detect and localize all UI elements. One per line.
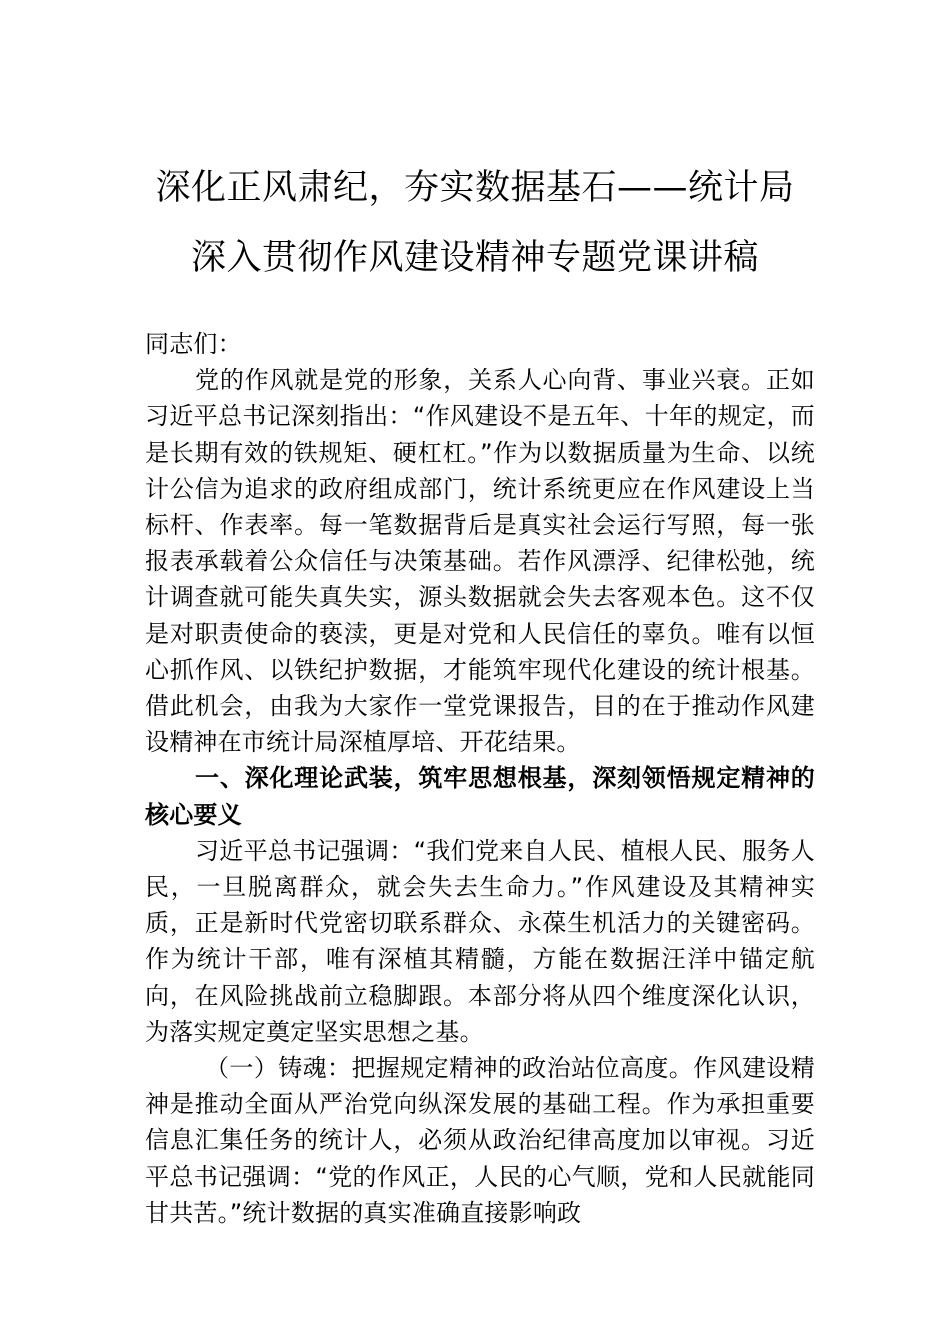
document-title-line-2: 深入贯彻作风建设精神专题党课讲稿 bbox=[190, 238, 759, 278]
document-title-line-1: 深化正风肃纪，夯实数据基石——统计局 bbox=[155, 168, 795, 208]
paragraph-subsection-1: （一）铸魂：把握规定精神的政治站位高度。作风建设精神是推动全面从严治党向纵深发展的基础工程。作为承担重要信息汇集任务的统计人，必须从政治纪律高度加以审视。习近平总书记强调：“党的作风正，人民的心气顺，党和人民就能同甘共苦。”统计数据的真实准确直接影响政 bbox=[145, 1054, 815, 1227]
paragraph-intro: 党的作风就是党的形象，关系人心向背、事业兴衰。正如习近平总书记深刻指出：“作风建设不是五年、十年的规定，而是长期有效的铁规矩、硬杠杠。”作为以数据质量为生命、以统计公信为追求的政府组成部门，统计系统更应在作风建设上当标杆、作表率。每一笔数据背后是真实社会运行写照，每一张报表承载着公众信任与决策基础。若作风漂浮、纪律松弛，统计调查就可能失真失实，源头数据就会失去客观本色。这不仅是对职责使命的亵渎，更是对党和人民信任的辜负。唯有以恒心抓作风、以铁纪护数据，才能筑牢现代化建设的统计根基。借此机会，由我为大家作一堂党课报告，目的在于推动作风建设精神在市统计局深植厚培、开花结果。 bbox=[145, 366, 815, 757]
paragraph-section-1: 习近平总书记强调：“我们党来自人民、植根人民、服务人民，一旦脱离群众，就会失去生命力。”作风建设及其精神实质，正是新时代党密切联系群众、永葆生机活力的关键密码。作为统计干部，唯有深植其精髓，方能在数据汪洋中锚定航向，在风险挑战前立稳脚跟。本部分将从四个维度深化认识，为落实规定奠定坚实思想之基。 bbox=[145, 836, 815, 1046]
section-heading-1: 一、深化理论武装，筑牢思想根基，深刻领悟规定精神的核心要义 bbox=[145, 764, 815, 829]
document-body bbox=[145, 326, 815, 1231]
salutation: 同志们： bbox=[145, 330, 242, 358]
